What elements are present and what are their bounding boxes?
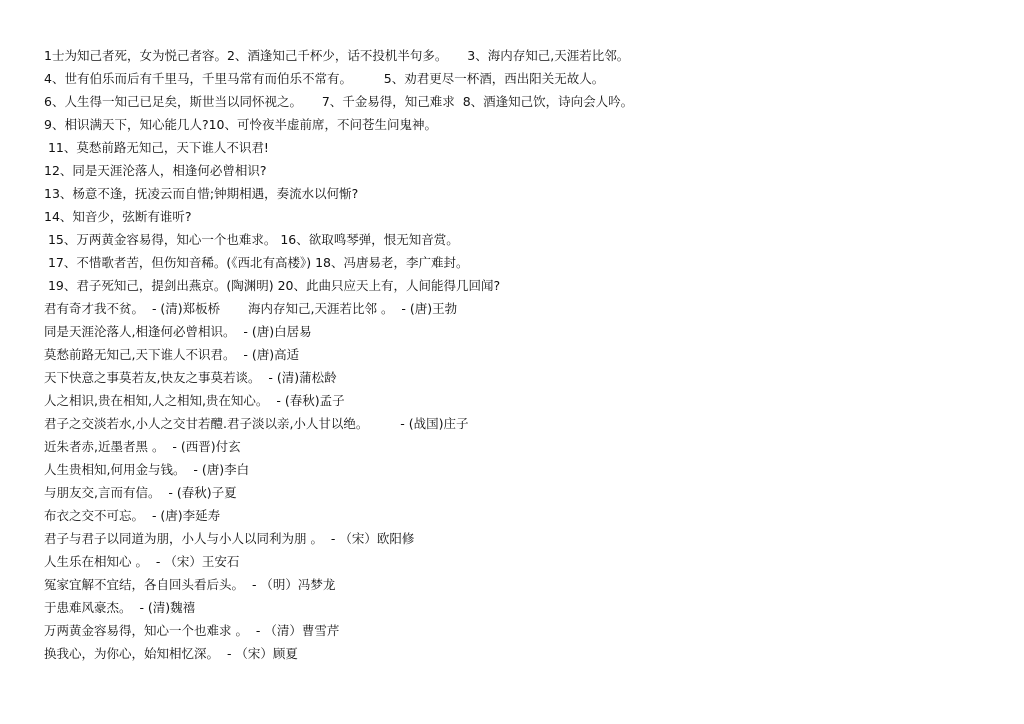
text-line: 人生贵相知,何用金与钱。 - (唐)李白 [44, 462, 250, 477]
text-line: 君有奇才我不贫。 - (清)郑板桥 海内存知己,天涯若比邻 。 - (唐)王勃 [44, 301, 458, 316]
text-line: 13、杨意不逢，抚凌云而自惜;钟期相遇，奏流水以何惭? [44, 186, 359, 201]
text-line: 12、同是天涯沦落人，相逢何必曾相识? [44, 163, 267, 178]
text-line: 冤家宜解不宜结，各自回头看后头。 - （明）冯梦龙 [44, 577, 336, 592]
text-line: 11、莫愁前路无知己，天下谁人不识君! [44, 140, 269, 155]
text-line: 人生乐在相知心 。 - （宋）王安石 [44, 554, 240, 569]
text-line: 14、知音少，弦断有谁听? [44, 209, 192, 224]
text-line: 换我心，为你心，始知相忆深。 - （宋）顾夏 [44, 646, 298, 661]
text-line: 布衣之交不可忘。 - (唐)李延寿 [44, 508, 221, 523]
text-line: 万两黄金容易得，知心一个也难求 。 - （清）曹雪芹 [44, 623, 340, 638]
text-line: 君子之交淡若水,小人之交甘若醴.君子淡以亲,小人甘以绝。 - (战国)庄子 [44, 416, 469, 431]
text-line: 9、相识满天下，知心能几人?10、可怜夜半虚前席，不问苍生问鬼神。 [44, 117, 437, 132]
text-line: 1士为知己者死，女为悦己者容。2、酒逢知己千杯少，话不投机半句多。 3、海内存知己,天涯若比邻。 [44, 48, 630, 63]
text-line: 于患难风豪杰。 - (清)魏禧 [44, 600, 196, 615]
text-line: 4、世有伯乐而后有千里马，千里马常有而伯乐不常有。 5、劝君更尽一杯酒，西出阳关无故人。 [44, 71, 605, 86]
text-line: 同是天涯沦落人,相逢何必曾相识。 - (唐)白居易 [44, 324, 312, 339]
text-line: 15、万两黄金容易得，知心一个也难求。 16、欲取鸣琴弹，恨无知音赏。 [44, 232, 459, 247]
text-line: 17、不惜歌者苦，但伤知音稀。(《西北有高楼》) 18、冯唐易老，李广难封。 [44, 255, 469, 270]
text-line: 莫愁前路无知己,天下谁人不识君。 - (唐)高适 [44, 347, 300, 362]
text-line: 天下快意之事莫若友,快友之事莫若谈。 - (清)蒲松龄 [44, 370, 337, 385]
text-line: 与朋友交,言而有信。 - (春秋)子夏 [44, 485, 237, 500]
text-line: 近朱者赤,近墨者黑 。 - (西晋)付玄 [44, 439, 241, 454]
text-line: 人之相识,贵在相知,人之相知,贵在知心。 - (春秋)孟子 [44, 393, 345, 408]
text-line: 19、君子死知己，提剑出燕京。(陶渊明) 20、此曲只应天上有，人间能得几回闻? [44, 278, 501, 293]
text-line: 6、人生得一知己已足矣，斯世当以同怀视之。 7、千金易得，知己难求 8、酒逢知己饮，诗向会人吟。 [44, 94, 634, 109]
text-line: 君子与君子以同道为朋，小人与小人以同利为朋 。 - （宋）欧阳修 [44, 531, 415, 546]
